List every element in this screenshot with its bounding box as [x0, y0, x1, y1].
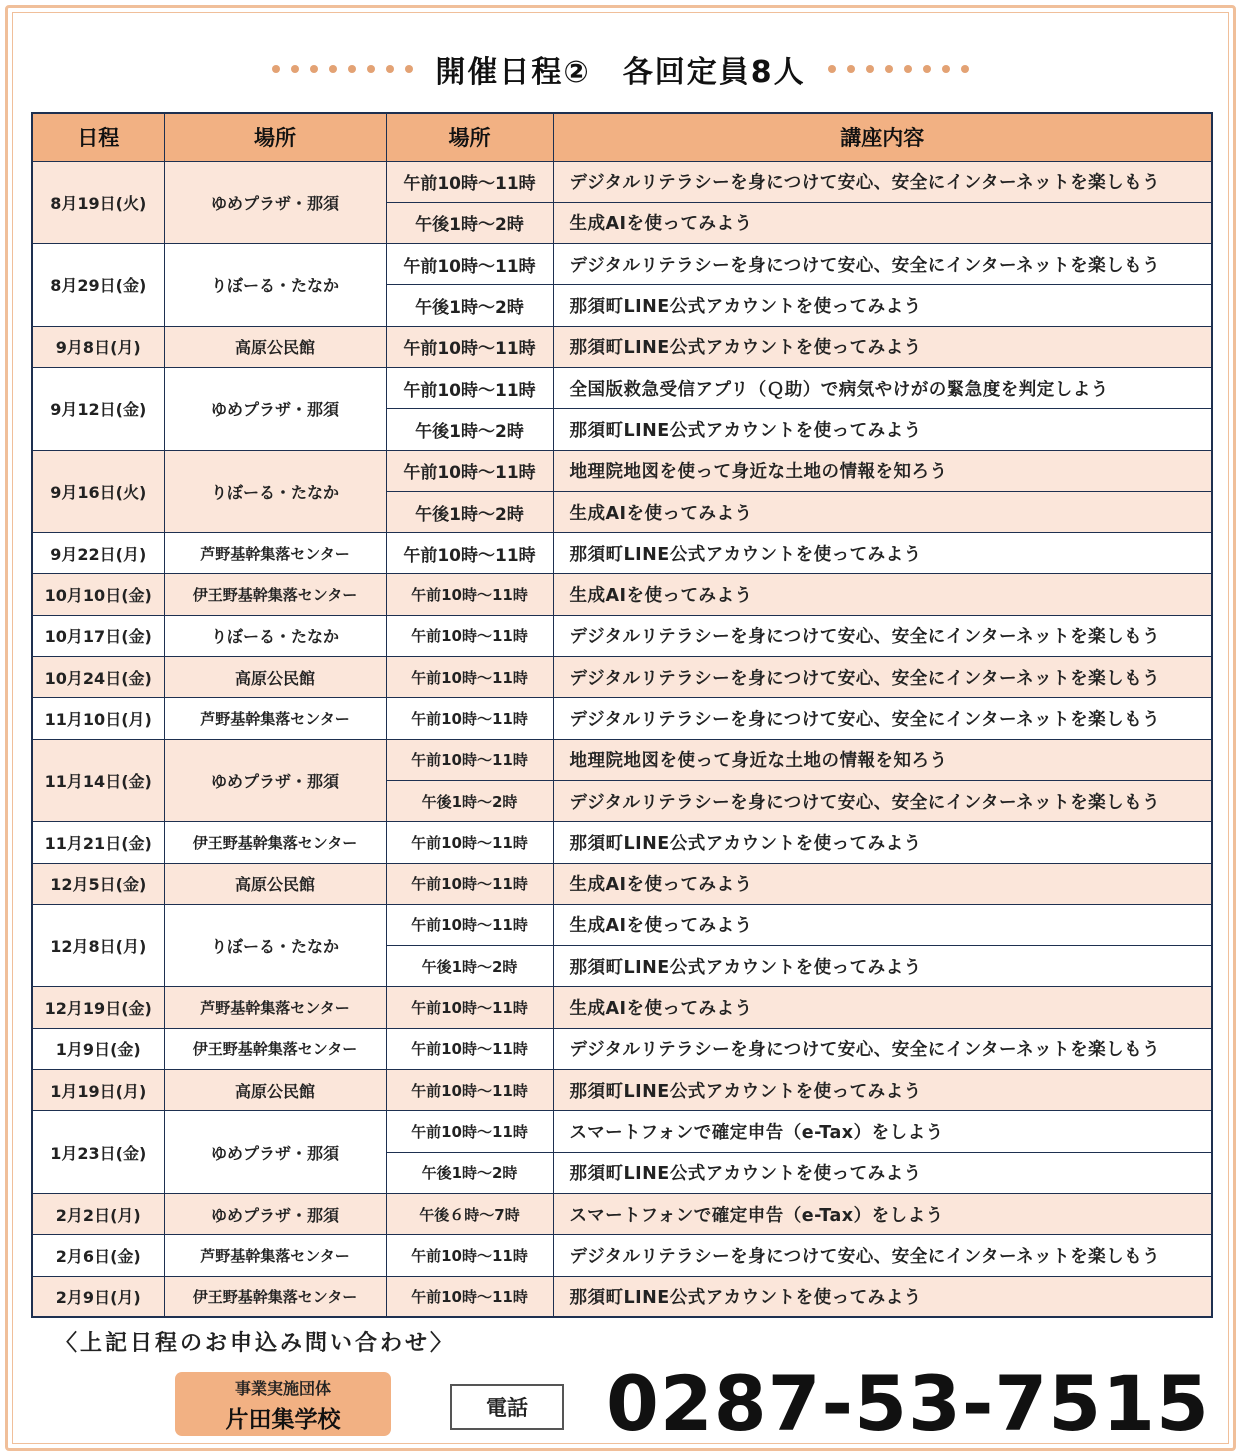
location-cell: 芦野基幹集落センター: [164, 698, 386, 739]
location-cell: ゆめプラザ・那須: [164, 739, 386, 822]
content-cell: 生成AIを使ってみよう: [553, 987, 1212, 1028]
date-cell: 10月17日(金): [32, 615, 164, 656]
location-cell: 芦野基幹集落センター: [164, 987, 386, 1028]
time-cell: 午前10時～11時: [386, 1276, 553, 1317]
date-cell: 9月12日(金): [32, 367, 164, 450]
content-cell: 生成AIを使ってみよう: [553, 574, 1212, 615]
table-row: [32, 698, 1212, 739]
content-cell: 地理院地図を使って身近な土地の情報を知ろう: [553, 739, 1212, 780]
organization-name: 片田集学校: [225, 1407, 341, 1433]
date-cell: 9月16日(火): [32, 450, 164, 533]
time-cell: 午後1時～2時: [386, 491, 553, 532]
location-cell: 高原公民館: [164, 657, 386, 698]
table-row: [32, 326, 1212, 367]
table-row: [32, 161, 1212, 202]
organization-subtitle: 事業実施団体: [234, 1379, 331, 1398]
location-cell: 芦野基幹集落センター: [164, 533, 386, 574]
content-cell: スマートフォンで確定申告（e-Tax）をしよう: [553, 1193, 1212, 1234]
table-row: [32, 533, 1212, 574]
date-cell: 12月8日(月): [32, 904, 164, 987]
location-cell: 高原公民館: [164, 863, 386, 904]
table-row: [32, 739, 1212, 780]
date-cell: 11月21日(金): [32, 822, 164, 863]
table-row: [32, 1111, 1212, 1152]
table-row: [32, 367, 1212, 408]
time-cell: 午前10時～11時: [386, 326, 553, 367]
right-dots-decoration: [828, 65, 969, 73]
table-header-row: [32, 113, 1212, 161]
content-cell: 生成AIを使ってみよう: [553, 904, 1212, 945]
time-cell: 午前10時～11時: [386, 615, 553, 656]
location-cell: ゆめプラザ・那須: [164, 1111, 386, 1194]
time-cell: 午前10時～11時: [386, 1028, 553, 1069]
location-cell: 高原公民館: [164, 1070, 386, 1111]
time-cell: 午後６時～7時: [386, 1193, 553, 1234]
time-cell: 午前10時～11時: [386, 1070, 553, 1111]
content-cell: 那須町LINE公式アカウントを使ってみよう: [553, 326, 1212, 367]
date-cell: 2月6日(金): [32, 1235, 164, 1276]
date-cell: 9月22日(月): [32, 533, 164, 574]
date-cell: 12月19日(金): [32, 987, 164, 1028]
date-cell: 9月8日(月): [32, 326, 164, 367]
time-cell: 午後1時～2時: [386, 202, 553, 243]
date-cell: 8月19日(火): [32, 161, 164, 244]
date-cell: 1月9日(金): [32, 1028, 164, 1069]
location-cell: 高原公民館: [164, 326, 386, 367]
header-content: 講座内容: [553, 113, 1212, 161]
header-date: 日程: [32, 113, 164, 161]
table-row: [32, 1193, 1212, 1234]
location-cell: 芦野基幹集落センター: [164, 1235, 386, 1276]
table-row: [32, 615, 1212, 656]
time-cell: 午前10時～11時: [386, 1235, 553, 1276]
date-cell: 10月24日(金): [32, 657, 164, 698]
date-cell: 1月23日(金): [32, 1111, 164, 1194]
location-cell: りぼーる・たなか: [164, 450, 386, 533]
time-cell: 午前10時～11時: [386, 739, 553, 780]
time-cell: 午後1時～2時: [386, 285, 553, 326]
location-cell: 伊王野基幹集落センター: [164, 574, 386, 615]
time-cell: 午後1時～2時: [386, 409, 553, 450]
content-cell: 那須町LINE公式アカウントを使ってみよう: [553, 822, 1212, 863]
page-title: 開催日程② 各回定員8人: [435, 55, 806, 90]
schedule-body: [32, 161, 1212, 1317]
content-cell: スマートフォンで確定申告（e-Tax）をしよう: [553, 1111, 1212, 1152]
date-cell: 11月14日(金): [32, 739, 164, 822]
location-cell: ゆめプラザ・那須: [164, 367, 386, 450]
time-cell: 午前10時～11時: [386, 244, 553, 285]
content-cell: デジタルリテラシーを身につけて安心、安全にインターネットを楽しもう: [553, 1028, 1212, 1069]
content-cell: デジタルリテラシーを身につけて安心、安全にインターネットを楽しもう: [553, 615, 1212, 656]
content-cell: デジタルリテラシーを身につけて安心、安全にインターネットを楽しもう: [553, 698, 1212, 739]
table-row: [32, 863, 1212, 904]
time-cell: 午前10時～11時: [386, 657, 553, 698]
location-cell: ゆめプラザ・那須: [164, 161, 386, 244]
table-row: [32, 574, 1212, 615]
time-cell: 午前10時～11時: [386, 1111, 553, 1152]
organization-badge: [175, 1372, 391, 1436]
content-cell: デジタルリテラシーを身につけて安心、安全にインターネットを楽しもう: [553, 244, 1212, 285]
content-cell: 生成AIを使ってみよう: [553, 202, 1212, 243]
date-cell: 1月19日(月): [32, 1070, 164, 1111]
location-cell: 伊王野基幹集落センター: [164, 1276, 386, 1317]
table-row: [32, 1276, 1212, 1317]
table-row: [32, 244, 1212, 285]
content-cell: 那須町LINE公式アカウントを使ってみよう: [553, 533, 1212, 574]
time-cell: 午前10時～11時: [386, 533, 553, 574]
table-row: [32, 1235, 1212, 1276]
content-cell: デジタルリテラシーを身につけて安心、安全にインターネットを楽しもう: [553, 1235, 1212, 1276]
time-cell: 午前10時～11時: [386, 161, 553, 202]
location-cell: りぼーる・たなか: [164, 244, 386, 327]
phone-number[interactable]: 0287-53-7515: [606, 1359, 1210, 1448]
table-row: [32, 657, 1212, 698]
content-cell: 那須町LINE公式アカウントを使ってみよう: [553, 1276, 1212, 1317]
table-row: [32, 822, 1212, 863]
time-cell: 午後1時～2時: [386, 1152, 553, 1193]
content-cell: デジタルリテラシーを身につけて安心、安全にインターネットを楽しもう: [553, 657, 1212, 698]
time-cell: 午後1時～2時: [386, 780, 553, 821]
title-row: [0, 44, 1241, 94]
location-cell: 伊王野基幹集落センター: [164, 822, 386, 863]
content-cell: 那須町LINE公式アカウントを使ってみよう: [553, 1070, 1212, 1111]
date-cell: 2月9日(月): [32, 1276, 164, 1317]
date-cell: 8月29日(金): [32, 244, 164, 327]
content-cell: 生成AIを使ってみよう: [553, 863, 1212, 904]
time-cell: 午前10時～11時: [386, 367, 553, 408]
location-cell: りぼーる・たなか: [164, 615, 386, 656]
table-row: [32, 987, 1212, 1028]
tel-label: 電話: [450, 1384, 564, 1430]
content-cell: 那須町LINE公式アカウントを使ってみよう: [553, 1152, 1212, 1193]
content-cell: 全国版救急受信アプリ（Ｑ助）で病気やけがの緊急度を判定しよう: [553, 367, 1212, 408]
header-location: 場所: [164, 113, 386, 161]
date-cell: 11月10日(月): [32, 698, 164, 739]
inquiry-heading: 〈上記日程のお申込み問い合わせ〉: [55, 1331, 456, 1356]
time-cell: 午前10時～11時: [386, 574, 553, 615]
time-cell: 午前10時～11時: [386, 863, 553, 904]
content-cell: 生成AIを使ってみよう: [553, 491, 1212, 532]
time-cell: 午前10時～11時: [386, 904, 553, 945]
schedule-table: [31, 112, 1213, 1318]
date-cell: 12月5日(金): [32, 863, 164, 904]
time-cell: 午後1時～2時: [386, 946, 553, 987]
content-cell: 地理院地図を使って身近な土地の情報を知ろう: [553, 450, 1212, 491]
content-cell: デジタルリテラシーを身につけて安心、安全にインターネットを楽しもう: [553, 161, 1212, 202]
time-cell: 午前10時～11時: [386, 450, 553, 491]
content-cell: 那須町LINE公式アカウントを使ってみよう: [553, 946, 1212, 987]
date-cell: 2月2日(月): [32, 1193, 164, 1234]
table-row: [32, 450, 1212, 491]
location-cell: 伊王野基幹集落センター: [164, 1028, 386, 1069]
time-cell: 午前10時～11時: [386, 822, 553, 863]
table-row: [32, 1028, 1212, 1069]
content-cell: デジタルリテラシーを身につけて安心、安全にインターネットを楽しもう: [553, 780, 1212, 821]
date-cell: 10月10日(金): [32, 574, 164, 615]
header-time: 場所: [386, 113, 553, 161]
time-cell: 午前10時～11時: [386, 698, 553, 739]
time-cell: 午前10時～11時: [386, 987, 553, 1028]
table-row: [32, 904, 1212, 945]
content-cell: 那須町LINE公式アカウントを使ってみよう: [553, 409, 1212, 450]
table-row: [32, 1070, 1212, 1111]
location-cell: ゆめプラザ・那須: [164, 1193, 386, 1234]
location-cell: りぼーる・たなか: [164, 904, 386, 987]
left-dots-decoration: [272, 65, 413, 73]
content-cell: 那須町LINE公式アカウントを使ってみよう: [553, 285, 1212, 326]
